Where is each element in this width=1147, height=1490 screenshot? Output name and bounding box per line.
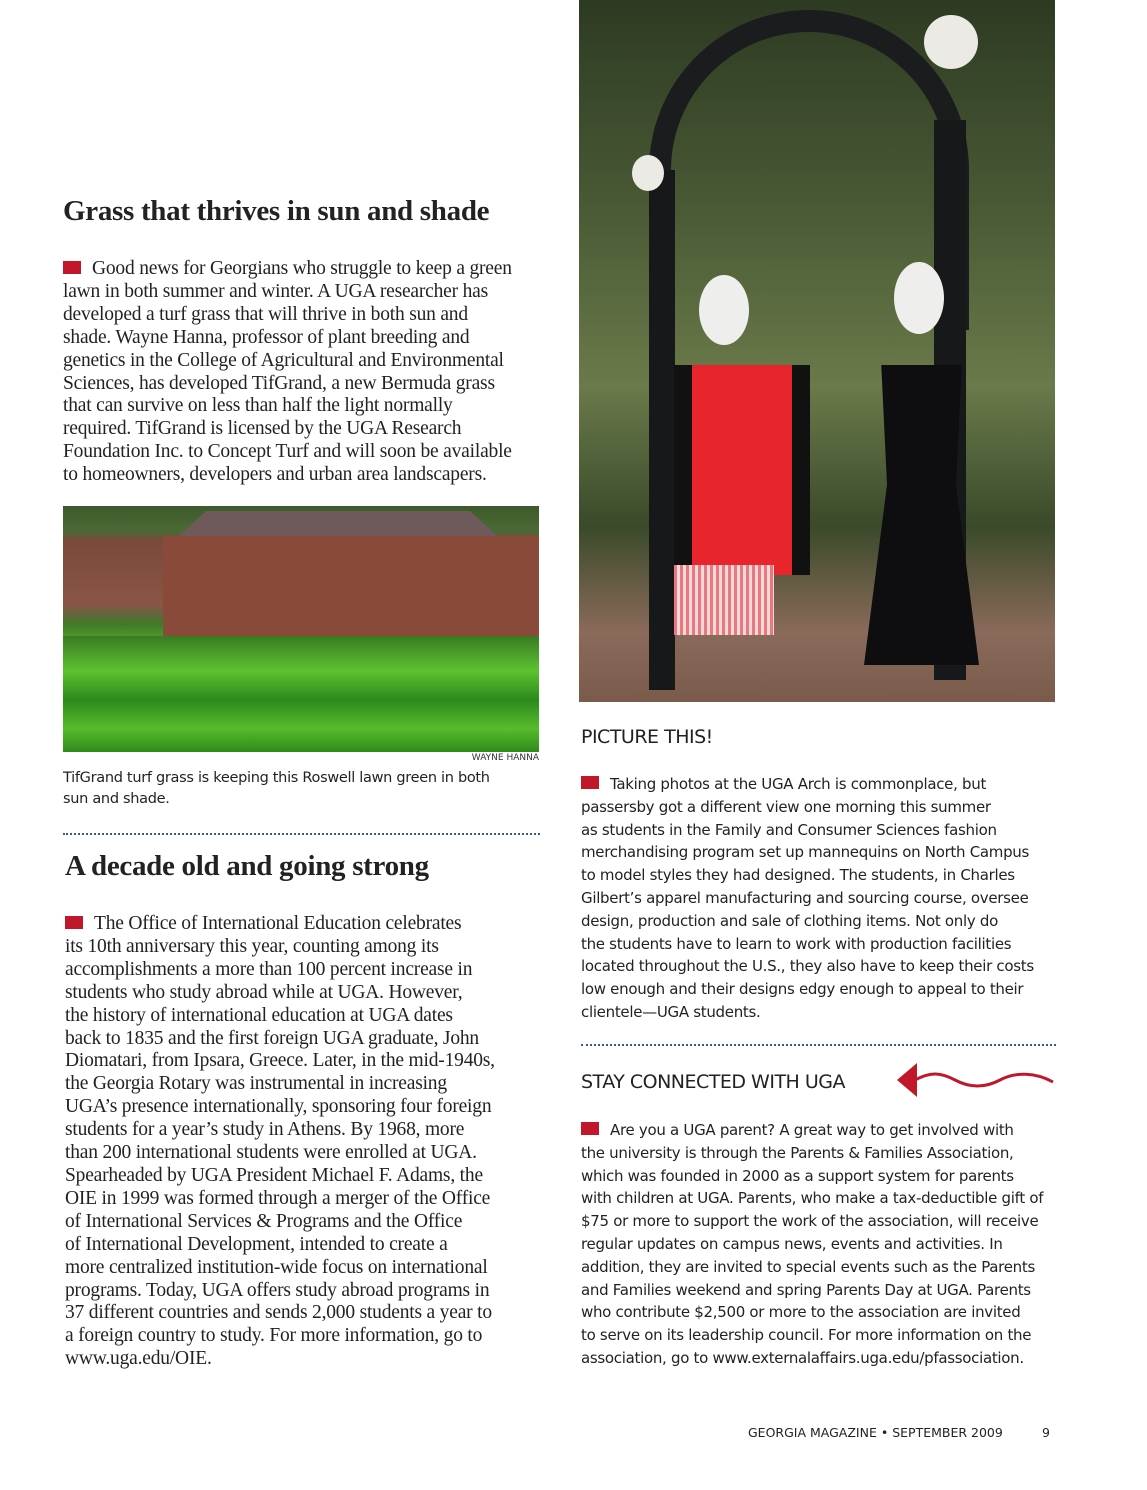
mannequin-head [894, 262, 944, 334]
text-line [63, 281, 512, 304]
text-line [65, 1142, 495, 1165]
section-divider [581, 1044, 1056, 1046]
red-squiggle-arrow-icon [895, 1060, 1057, 1100]
picture-heading: PICTURE THIS! [581, 726, 713, 748]
line-text: Gilbert’s apparel manufacturing and sourcing course, oversee [581, 888, 1029, 907]
house-wall [163, 536, 539, 646]
line-text: the university is through the Parents & Families Association, [581, 1143, 1014, 1162]
line-text: the students have to learn to work with production facilities [581, 934, 1012, 953]
connected-article-body [581, 1119, 1043, 1370]
line-text: low enough and their designs edgy enough to appeal to their [581, 980, 1024, 999]
footer-separator: • [880, 1425, 893, 1440]
grass-heading: Grass that thrives in sun and shade [63, 195, 490, 227]
red-square-bullet-icon [65, 916, 83, 929]
text-line [581, 1187, 1043, 1210]
line-text: merchandising program set up mannequins on North Campus [581, 843, 1030, 862]
text-line [65, 1005, 495, 1028]
line-text: Good news for Georgians who struggle to keep a green [92, 258, 512, 279]
line-text: OIE in 1999 was formed through a merger of the Office [65, 1187, 491, 1209]
line-text: addition, they are invited to special events such as the Parents [581, 1257, 1035, 1276]
line-text: regular updates on campus news, events and activities. In [581, 1234, 1003, 1253]
line-text: shade. Wayne Hanna, professor of plant breeding and [63, 326, 470, 348]
text-line [65, 1028, 495, 1051]
text-line [63, 258, 512, 281]
text-line [65, 936, 495, 959]
text-line [581, 887, 1034, 910]
line-text: located throughout the U.S., they also have to keep their costs [581, 957, 1034, 976]
text-line [581, 1279, 1043, 1302]
text-line [65, 1234, 495, 1257]
line-text: lawn in both summer and winter. A UGA researcher has [63, 280, 488, 302]
line-text: Foundation Inc. to Concept Turf and will soon be available [63, 441, 512, 463]
picture-article-body [581, 773, 1034, 1024]
text-line [581, 1119, 1043, 1142]
line-text: The Office of International Education celebrates [94, 913, 462, 934]
text-line [581, 955, 1034, 978]
line-text: genetics in the College of Agricultural and Environmental [63, 349, 504, 371]
red-square-bullet-icon [581, 1122, 599, 1135]
text-line [581, 910, 1034, 933]
line-text: $75 or more to support the work of the association, will receive [581, 1212, 1039, 1231]
line-text: which was founded in 2000 as a support system for parents [581, 1166, 1014, 1185]
line-text: to homeowners, developers and urban area landscapers. [63, 464, 487, 486]
text-line [63, 350, 512, 373]
line-text: Sciences, has developed TifGrand, a new Bermuda grass [63, 372, 495, 394]
text-line [65, 1188, 495, 1211]
line-text: Diomatari, from Ipsara, Greece. Later, in the mid-1940s, [65, 1050, 495, 1072]
issue-date: SEPTEMBER 2009 [892, 1425, 1003, 1440]
text-line [581, 841, 1034, 864]
text-line [581, 1233, 1043, 1256]
text-line [581, 978, 1034, 1001]
text-line [63, 327, 512, 350]
text-line [581, 1001, 1034, 1024]
line-text: accomplishments a more than 100 percent increase in [65, 958, 473, 980]
line-text: a foreign country to study. For more information, go to [65, 1325, 483, 1347]
text-line [63, 373, 512, 396]
text-line [65, 1096, 495, 1119]
text-line [63, 304, 512, 327]
line-text: TifGrand turf grass is keeping this Roswell lawn green in both [63, 770, 490, 786]
text-line [581, 819, 1034, 842]
line-text: developed a turf grass that will thrive in both sun and [63, 303, 468, 325]
text-line [63, 789, 490, 810]
line-text: Spearheaded by UGA President Michael F. Adams, the [65, 1164, 483, 1186]
text-line [65, 1073, 495, 1096]
text-line [581, 933, 1034, 956]
text-line [63, 418, 512, 441]
striped-shorts [674, 565, 774, 635]
text-line [65, 1302, 495, 1325]
line-text: with children at UGA. Parents, who make a tax-deductible gift of [581, 1189, 1044, 1208]
line-text: UGA’s presence internationally, sponsoring four foreign [65, 1096, 492, 1118]
text-line [65, 1165, 495, 1188]
text-line [65, 1050, 495, 1073]
text-line [581, 1142, 1043, 1165]
line-text: back to 1835 and the first foreign UGA graduate, John [65, 1027, 479, 1049]
line-text: as students in the Family and Consumer Sciences fashion [581, 820, 997, 839]
text-line [65, 1119, 495, 1142]
text-line [65, 1211, 495, 1234]
line-text: 37 different countries and sends 2,000 students a year to [65, 1302, 492, 1324]
grass-article-body [63, 258, 512, 487]
line-text: that can survive on less than half the light normally [63, 395, 453, 417]
text-line [63, 768, 490, 789]
page-footer [748, 1425, 1003, 1440]
line-text: who contribute $2,500 or more to the association are invited [581, 1303, 1021, 1322]
text-line [581, 1347, 1043, 1370]
text-line [65, 1257, 495, 1280]
line-text: the history of international education at UGA dates [65, 1004, 453, 1026]
text-line [581, 1165, 1043, 1188]
arch-column [649, 170, 675, 690]
line-text: the Georgia Rotary was instrumental in increasing [65, 1073, 447, 1095]
line-text: passersby got a different view one morning this summer [581, 797, 991, 816]
line-text: association, go to www.externalaffairs.uga.edu/pfassociation. [581, 1348, 1024, 1367]
photo-credit: WAYNE HANNA [471, 753, 539, 763]
lamp-globe [924, 15, 978, 69]
connected-heading: STAY CONNECTED WITH UGA [581, 1071, 846, 1093]
text-line [65, 913, 495, 936]
red-square-bullet-icon [63, 261, 81, 274]
section-divider [63, 833, 540, 835]
text-line [581, 1301, 1043, 1324]
page-number: 9 [1042, 1425, 1050, 1440]
text-line [581, 773, 1034, 796]
line-text: programs. Today, UGA offers study abroad programs in [65, 1279, 490, 1301]
line-text: more centralized institution-wide focus on international [65, 1256, 488, 1278]
line-text: Taking photos at the UGA Arch is commonplace, but [610, 775, 987, 793]
line-text: students who study abroad while at UGA. However, [65, 981, 463, 1003]
line-text: sun and shade. [63, 791, 170, 807]
text-line [65, 982, 495, 1005]
publication-name: GEORGIA MAGAZINE [748, 1425, 877, 1440]
red-square-bullet-icon [581, 776, 599, 789]
text-line [581, 1256, 1043, 1279]
text-line [63, 441, 512, 464]
decade-article-body [65, 913, 495, 1371]
line-text: required. TifGrand is licensed by the UGA Research [63, 418, 462, 440]
line-text: Are you a UGA parent? A great way to get involved with [610, 1121, 1014, 1139]
lawn [63, 636, 539, 752]
text-line [63, 464, 512, 487]
text-line [65, 1280, 495, 1303]
line-text: its 10th anniversary this year, counting among its [65, 935, 439, 957]
line-text: of International Services & Programs and the Office [65, 1210, 463, 1232]
line-text: and Families weekend and spring Parents Day at UGA. Parents [581, 1280, 1031, 1299]
house-lawn-photo [63, 506, 539, 752]
text-line [581, 796, 1034, 819]
mannequin-head [699, 275, 749, 345]
lamp-globe [632, 155, 664, 191]
line-text: students for a year’s study in Athens. By 1968, more [65, 1119, 465, 1141]
line-text: to model styles they had designed. The students, in Charles [581, 866, 1015, 885]
uga-arch-mannequins-photo [579, 0, 1055, 702]
text-line [65, 959, 495, 982]
decade-heading: A decade old and going strong [65, 850, 429, 882]
line-text: to serve on its leadership council. For more information on the [581, 1326, 1032, 1345]
line-text: www.uga.edu/OIE. [65, 1348, 212, 1370]
line-text: clientele—UGA students. [581, 1002, 761, 1021]
red-g-shirt [674, 365, 810, 575]
text-line [581, 1210, 1043, 1233]
text-line [65, 1325, 495, 1348]
line-text: design, production and sale of clothing items. Not only do [581, 911, 999, 930]
line-text: than 200 international students were enrolled at UGA. [65, 1142, 477, 1164]
photo-caption [63, 768, 490, 810]
text-line [65, 1348, 495, 1371]
text-line [581, 1324, 1043, 1347]
text-line [63, 395, 512, 418]
line-text: of International Development, intended to create a [65, 1233, 448, 1255]
text-line [581, 864, 1034, 887]
